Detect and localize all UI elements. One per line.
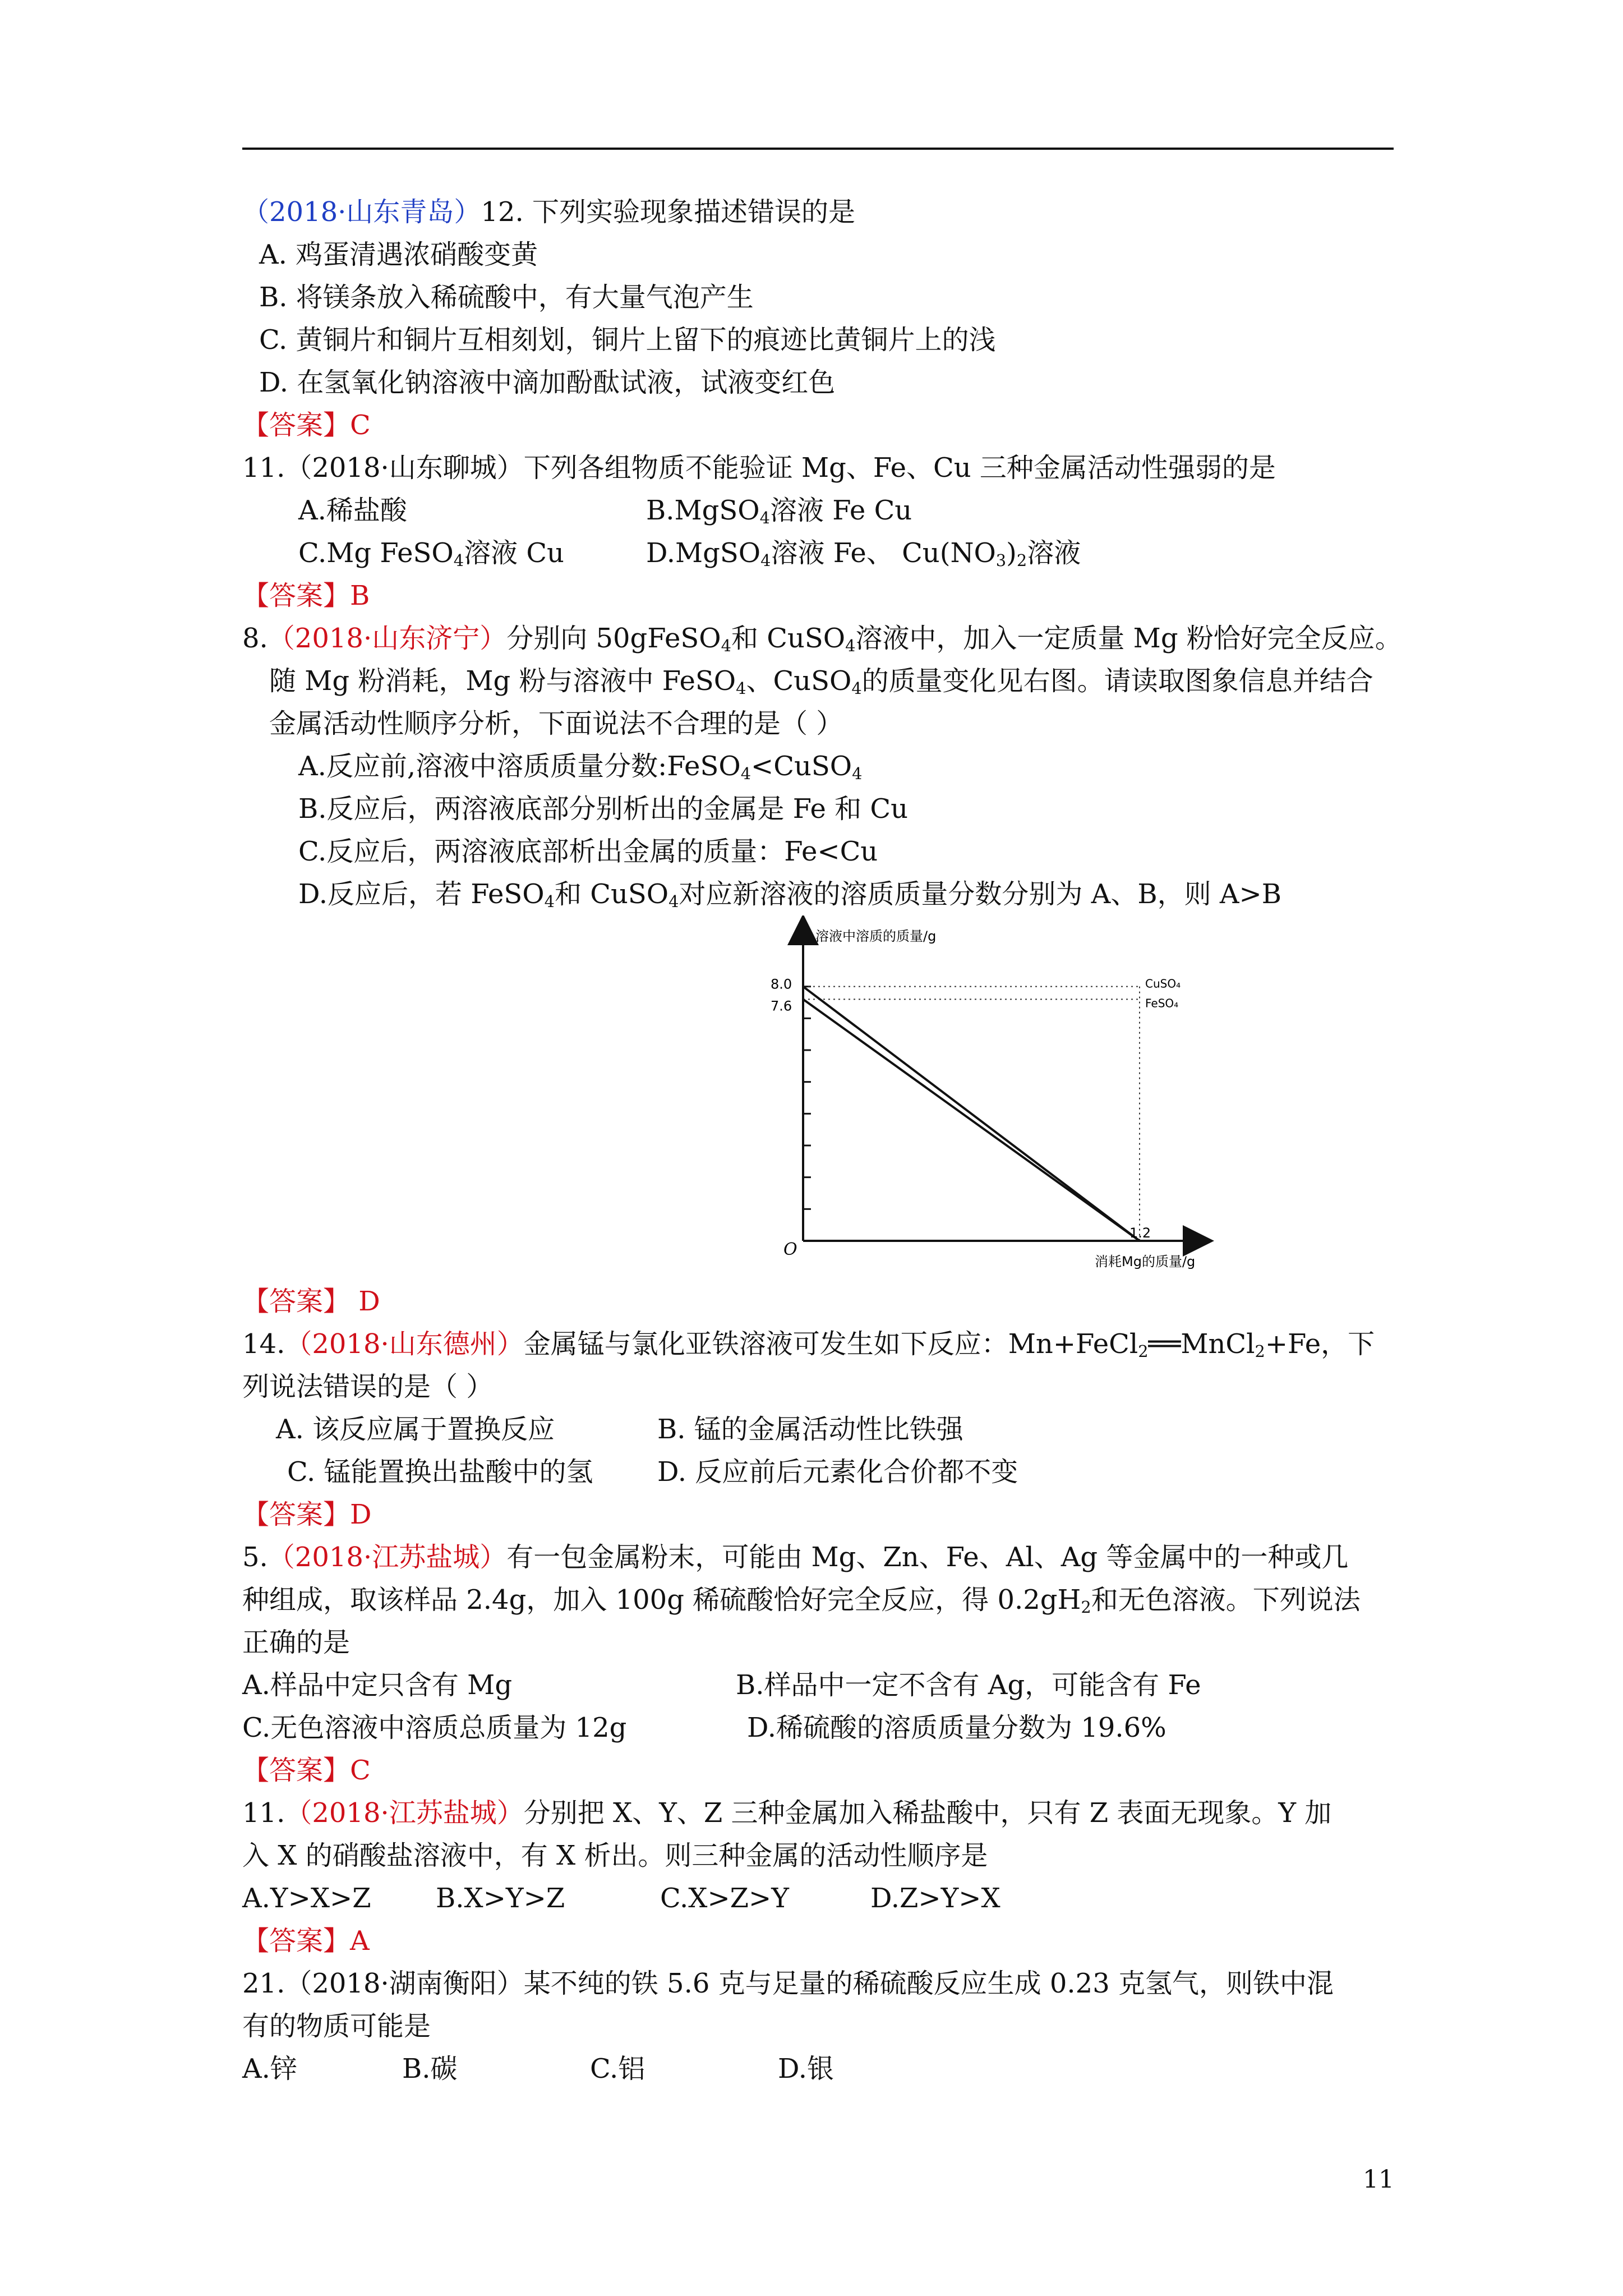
options-row-2 — [242, 532, 1398, 574]
option-d-text-4: 溶液 — [1027, 537, 1081, 569]
answer-line: 【答案】D — [242, 1499, 372, 1530]
question-jining-stem-1 — [242, 617, 1402, 660]
question-text: 和 CuSO — [731, 623, 846, 654]
option-a: A. 该反应属于置换反应 — [276, 1414, 555, 1445]
option-d — [646, 532, 1081, 574]
question-text: 溶液中，加入一定质量 Mg 粉恰好完全反应。 — [855, 623, 1402, 654]
option-a-text-2: <CuSO — [751, 751, 852, 782]
option-b-text-2: 溶液 Fe Cu — [769, 495, 912, 526]
option-a: A.Y>X>Z — [242, 1883, 371, 1914]
options-row-2 — [242, 1451, 1398, 1493]
line-chart — [691, 915, 1229, 1274]
subscript: 2 — [1081, 1598, 1091, 1617]
subscript: 4 — [721, 636, 731, 656]
page-number: 11 — [1363, 2165, 1394, 2194]
question-number: 8. — [242, 623, 268, 654]
question-jining-stem-2 — [242, 660, 1398, 702]
question-jining-stem-3: 金属活动性顺序分析，下面说法不合理的是（ ） — [269, 708, 843, 739]
page-content — [242, 191, 1402, 2090]
y-tick-marks — [803, 987, 811, 1209]
option-b: B. 将镁条放入稀硫酸中，有大量气泡产生 — [259, 282, 754, 313]
subscript: 4 — [740, 764, 751, 784]
option-b: B.X>Y>Z — [436, 1883, 565, 1914]
y-tick-label: 8.0 — [771, 976, 792, 992]
question-text: 某不纯的铁 5.6 克与足量的稀硫酸反应生成 0.23 克氢气，则铁中混 — [523, 1968, 1334, 1999]
source-tag: （2018·山东青岛） — [242, 196, 481, 228]
question-number: 21. — [242, 1968, 285, 1999]
option-a: A.稀盐酸 — [298, 495, 407, 526]
option-d-text: D.MgSO — [646, 537, 761, 569]
option-d-text-2: 溶液 Fe、 Cu(NO — [771, 537, 996, 569]
question-yancheng11-stem-1 — [242, 1792, 1398, 1834]
answer-line: 【答案】B — [242, 580, 370, 611]
question-text: 金属锰与氯化亚铁溶液可发生如下反应：Mn+FeCl — [523, 1328, 1138, 1360]
source-tag: （2018·山东德州） — [285, 1328, 524, 1360]
subscript: 4 — [544, 892, 555, 912]
option-a: A. 鸡蛋清遇浓硝酸变黄 — [259, 239, 538, 270]
option-b: B. 锰的金属活动性比铁强 — [657, 1414, 963, 1445]
option-b — [646, 489, 912, 532]
question-yancheng5-stem-1 — [242, 1536, 1398, 1579]
option-c: C. 锰能置换出盐酸中的氢 — [287, 1456, 593, 1488]
option-d-text-3: ) — [1006, 537, 1017, 569]
option-c-text-2: 溶液 Cu — [464, 537, 564, 569]
source-tag: （2018·山东聊城） — [285, 452, 524, 484]
legend-label: CuSO₄ — [1145, 977, 1181, 991]
question-qingdao-stem — [242, 191, 1398, 233]
option-d: D. 反应前后元素化合价都不变 — [657, 1456, 1018, 1488]
question-text: 12. 下列实验现象描述错误的是 — [481, 196, 856, 228]
option-a: A.样品中定只含有 Mg — [242, 1669, 513, 1701]
question-text: 有一包金属粉末，可能由 Mg、Zn、Fe、Al、Ag 等金属中的一种或几 — [506, 1542, 1349, 1573]
option-d-text-3: 对应新溶液的溶质质量分数分别为 A、B，则 A>B — [679, 878, 1282, 910]
question-text: 种组成，取该样品 2.4g，加入 100g 稀硫酸恰好完全反应，得 0.2gH — [242, 1584, 1081, 1616]
question-number: 14. — [242, 1328, 285, 1360]
subscript: 2 — [1255, 1342, 1265, 1361]
option-a — [242, 745, 1398, 788]
series-line-feso4 — [803, 999, 1140, 1241]
option-d-text-2: 和 CuSO — [554, 878, 669, 910]
question-text: 、CuSO — [746, 665, 852, 697]
option-c: C.无色溶液中溶质总质量为 12g — [242, 1712, 627, 1743]
y-tick-label: 7.6 — [771, 998, 792, 1014]
subscript: 4 — [453, 551, 464, 570]
question-hengyang-stem-1 — [242, 1962, 1398, 2005]
question-text: 和无色溶液。下列说法 — [1091, 1584, 1361, 1616]
option-c: C.X>Z>Y — [660, 1883, 789, 1914]
answer-line: 【答案】C — [242, 1755, 371, 1786]
header-rule — [242, 148, 1394, 150]
option-a-text: A.反应前,溶液中溶质质量分数:FeSO — [298, 751, 741, 782]
x-tick-label: 1.2 — [1129, 1225, 1151, 1241]
question-text: 的质量变化见右图。请读取图象信息并结合 — [861, 665, 1373, 697]
question-text: 下列各组物质不能验证 Mg、Fe、Cu 三种金属活动性强弱的是 — [523, 452, 1276, 484]
question-text: +Fe，下 — [1265, 1328, 1375, 1360]
option-c: C.铝 — [590, 2053, 645, 2085]
subscript: 3 — [995, 551, 1007, 570]
series-line-cuso4 — [803, 987, 1140, 1241]
subscript: 4 — [668, 892, 679, 912]
option-a: A.锌 — [242, 2053, 297, 2085]
question-yancheng11-stem-2: 入 X 的硝酸盐溶液中，有 X 析出。则三种金属的活动性顺序是 — [242, 1840, 988, 1871]
option-c-text: C.Mg FeSO — [298, 537, 454, 569]
subscript: 4 — [852, 764, 863, 784]
question-number: 11. — [242, 452, 285, 484]
option-d: D. 在氢氧化钠溶液中滴加酚酞试液，试液变红色 — [259, 367, 836, 398]
question-liaocheng-stem — [242, 447, 1398, 489]
option-d: D.银 — [778, 2053, 834, 2085]
option-b: B.反应后，两溶液底部分别析出的金属是 Fe 和 Cu — [298, 793, 909, 825]
chart-labels — [771, 977, 1181, 1241]
y-axis-label: 溶液中溶质的质量/g — [815, 928, 937, 944]
answer-line: 【答案】A — [242, 1925, 370, 1957]
options-row — [242, 1877, 1398, 1920]
source-tag: （2018·山东济宁） — [268, 623, 507, 654]
option-b-text: B.MgSO — [646, 495, 760, 526]
option-d — [242, 873, 1398, 915]
question-dezhou-stem-1 — [242, 1323, 1398, 1365]
subscript: 4 — [845, 636, 856, 656]
question-number: 5. — [242, 1542, 268, 1573]
question-text: ══MnCl — [1148, 1328, 1255, 1360]
answer-line: 【答案】 D — [242, 1286, 380, 1317]
options-row-1 — [242, 1664, 1398, 1706]
question-yancheng5-stem-3: 正确的是 — [242, 1627, 351, 1658]
chart-figure — [242, 915, 1398, 1280]
x-axis-label: 消耗Mg的质量/g — [1095, 1254, 1196, 1269]
options-row-1 — [242, 489, 1398, 532]
source-tag: （2018·江苏盐城） — [285, 1797, 524, 1829]
origin-label: O — [783, 1240, 797, 1259]
option-b: B.碳 — [402, 2053, 458, 2085]
option-d-text: D.反应后，若 FeSO — [298, 878, 545, 910]
question-yancheng5-stem-2 — [242, 1579, 1398, 1621]
question-hengyang-stem-2: 有的物质可能是 — [242, 2010, 431, 2042]
option-b: B.样品中一定不含有 Ag，可能含有 Fe — [736, 1669, 1201, 1701]
options-row-2 — [242, 1706, 1398, 1749]
question-dezhou-stem-2: 列说法错误的是（ ） — [242, 1371, 494, 1402]
options-row-1 — [242, 1408, 1398, 1451]
question-text: 分别向 50gFeSO — [506, 623, 721, 654]
subscript: 4 — [736, 679, 746, 698]
option-c: C. 黄铜片和铜片互相刻划，铜片上留下的痕迹比黄铜片上的浅 — [259, 324, 996, 356]
option-c — [298, 532, 646, 574]
option-d: D.Z>Y>X — [870, 1883, 1000, 1914]
subscript: 4 — [851, 679, 862, 698]
question-number: 11. — [242, 1797, 285, 1829]
legend-label: FeSO₄ — [1145, 996, 1179, 1010]
subscript: 2 — [1016, 551, 1027, 570]
series-lines — [803, 987, 1140, 1241]
answer-line: 【答案】C — [242, 409, 371, 441]
subscript: 4 — [760, 551, 771, 570]
subscript: 2 — [1138, 1342, 1149, 1361]
option-d: D.稀硫酸的溶质质量分数为 19.6% — [747, 1712, 1166, 1743]
question-text: 随 Mg 粉消耗，Mg 粉与溶液中 FeSO — [269, 665, 736, 697]
source-tag: （2018·江苏盐城） — [268, 1542, 507, 1573]
question-text: 分别把 X、Y、Z 三种金属加入稀盐酸中，只有 Z 表面无现象。Y 加 — [523, 1797, 1332, 1829]
options-row — [242, 2047, 1398, 2090]
option-c: C.反应后，两溶液底部析出金属的质量：Fe<Cu — [298, 836, 878, 867]
subscript: 4 — [759, 508, 770, 528]
source-tag: （2018·湖南衡阳） — [285, 1968, 524, 1999]
